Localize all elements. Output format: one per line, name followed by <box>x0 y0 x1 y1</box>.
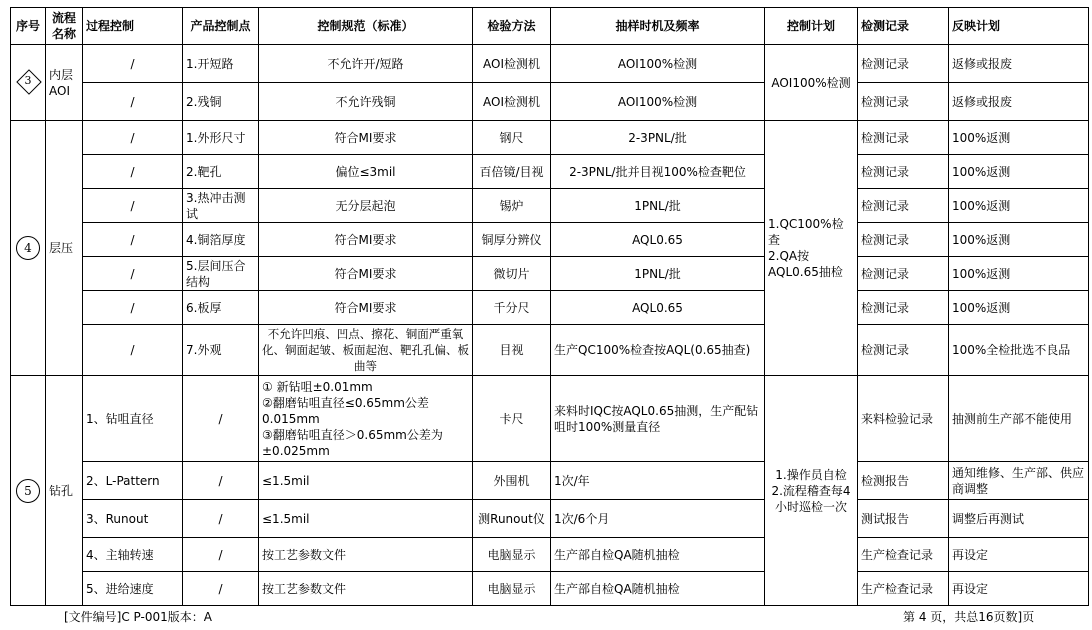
spec-line: ②翻磨钻咀直径≤0.65mm公差0.015mm <box>262 395 429 426</box>
method-cell: 钢尺 <box>473 121 551 155</box>
page-number: 第 4 页，共总16页数]页 <box>903 610 1035 624</box>
control-plan-cell: AOI100%检测 <box>765 45 858 121</box>
control-plan-cell: 1.操作员自检 2.流程稽查每4小时巡检一次 <box>765 376 858 606</box>
process-ctrl-cell: 2、L-Pattern <box>83 462 183 500</box>
circle-marker-icon: 4 <box>16 236 40 260</box>
product-ctrl-cell: / <box>183 462 259 500</box>
spec-cell: 按工艺参数文件 <box>259 538 473 572</box>
record-cell: 检测记录 <box>858 155 949 189</box>
sampling-cell: 1次/6个月 <box>551 500 765 538</box>
method-cell: 目视 <box>473 325 551 376</box>
reaction-cell: 100%返测 <box>949 291 1089 325</box>
record-cell: 检测记录 <box>858 121 949 155</box>
product-ctrl-cell: 4.铜箔厚度 <box>183 223 259 257</box>
table-row <box>11 257 1089 291</box>
record-cell: 来料检验记录 <box>858 376 949 462</box>
sampling-cell: AQL0.65 <box>551 291 765 325</box>
spec-cell: 符合MI要求 <box>259 257 473 291</box>
reaction-cell: 抽测前生产部不能使用 <box>949 376 1089 462</box>
reaction-cell: 调整后再测试 <box>949 500 1089 538</box>
table-row <box>11 45 1089 83</box>
header-spec: 控制规范（标准） <box>259 8 473 45</box>
table-row <box>11 462 1089 500</box>
table-row <box>11 223 1089 257</box>
stage-number-cell <box>11 121 46 376</box>
process-ctrl-cell: 5、进给速度 <box>83 572 183 606</box>
table-row <box>11 83 1089 121</box>
reaction-cell: 100%返测 <box>949 257 1089 291</box>
reaction-cell: 返修或报废 <box>949 83 1089 121</box>
stage-number-cell <box>11 45 46 121</box>
reaction-cell: 100%返测 <box>949 121 1089 155</box>
reaction-cell: 100%返测 <box>949 223 1089 257</box>
spec-cell: 偏位≤3mil <box>259 155 473 189</box>
record-cell: 测试报告 <box>858 500 949 538</box>
header-product-ctrl: 产品控制点 <box>183 8 259 45</box>
method-cell: 微切片 <box>473 257 551 291</box>
sampling-cell: 来料时IQC按AQL0.65抽测，生产配钻咀时100%测量直径 <box>551 376 765 462</box>
record-cell: 检测记录 <box>858 291 949 325</box>
process-ctrl-cell: / <box>83 189 183 223</box>
sampling-cell: 2-3PNL/批并目视100%检查靶位 <box>551 155 765 189</box>
product-ctrl-cell: 7.外观 <box>183 325 259 376</box>
spec-line: ③翻磨钻咀直径＞0.65mm公差为±0.025mm <box>262 427 443 458</box>
header-method: 检验方法 <box>473 8 551 45</box>
method-cell: AOI检测机 <box>473 45 551 83</box>
reaction-cell: 通知维修、生产部、供应商调整 <box>949 462 1089 500</box>
document-number: [文件编号]C P-001版本：A <box>64 610 212 624</box>
product-ctrl-cell: / <box>183 538 259 572</box>
sampling-cell: 1PNL/批 <box>551 189 765 223</box>
control-plan-table <box>10 7 1089 606</box>
record-cell: 检测记录 <box>858 189 949 223</box>
reaction-cell: 100%返测 <box>949 189 1089 223</box>
record-cell: 生产检查记录 <box>858 538 949 572</box>
product-ctrl-cell: 2.残铜 <box>183 83 259 121</box>
reaction-cell: 再设定 <box>949 538 1089 572</box>
product-ctrl-cell: 6.板厚 <box>183 291 259 325</box>
table-row <box>11 376 1089 462</box>
process-ctrl-cell: 3、Runout <box>83 500 183 538</box>
header-process-name: 流程名称 <box>46 8 83 45</box>
sampling-cell: 1次/年 <box>551 462 765 500</box>
sampling-cell: AOI100%检测 <box>551 83 765 121</box>
product-ctrl-cell: / <box>183 500 259 538</box>
control-plan-cell: 1.QC100%检查 2.QA按AQL0.65抽检 <box>765 121 858 376</box>
spec-cell: ≤1.5mil <box>259 500 473 538</box>
method-cell: 卡尺 <box>473 376 551 462</box>
stage-number-cell <box>11 376 46 606</box>
process-ctrl-cell: / <box>83 45 183 83</box>
reaction-cell: 100%全检批选不良品 <box>949 325 1089 376</box>
method-cell: 电脑显示 <box>473 572 551 606</box>
process-ctrl-cell: / <box>83 257 183 291</box>
record-cell: 生产检查记录 <box>858 572 949 606</box>
spec-cell: 不允许残铜 <box>259 83 473 121</box>
table-row <box>11 500 1089 538</box>
table-row <box>11 189 1089 223</box>
process-ctrl-cell: / <box>83 155 183 189</box>
product-ctrl-cell: 1.开短路 <box>183 45 259 83</box>
header-seq: 序号 <box>11 8 46 45</box>
spec-cell: 不允许凹痕、凹点、擦花、铜面严重氧化、铜面起皱、板面起泡、靶孔孔偏、板曲等 <box>259 325 473 376</box>
stage-name: 钻孔 <box>46 376 83 606</box>
spec-cell: 符合MI要求 <box>259 291 473 325</box>
spec-cell: 符合MI要求 <box>259 121 473 155</box>
spec-cell: 符合MI要求 <box>259 223 473 257</box>
table-row <box>11 121 1089 155</box>
process-ctrl-cell: / <box>83 83 183 121</box>
method-cell: 外围机 <box>473 462 551 500</box>
reaction-cell: 返修或报废 <box>949 45 1089 83</box>
header-sampling: 抽样时机及频率 <box>551 8 765 45</box>
method-cell: 铜厚分辨仪 <box>473 223 551 257</box>
method-cell: 千分尺 <box>473 291 551 325</box>
sampling-cell: 生产部自检QA随机抽检 <box>551 572 765 606</box>
reaction-cell: 100%返测 <box>949 155 1089 189</box>
sampling-cell: 2-3PNL/批 <box>551 121 765 155</box>
reaction-cell: 再设定 <box>949 572 1089 606</box>
product-ctrl-cell: 5.层间压合结构 <box>183 257 259 291</box>
sampling-cell: 1PNL/批 <box>551 257 765 291</box>
sampling-cell: 生产QC100%检查按AQL(0.65抽查) <box>551 325 765 376</box>
spec-line: ① 新钻咀±0.01mm <box>262 379 373 394</box>
product-ctrl-cell: / <box>183 572 259 606</box>
product-ctrl-cell: / <box>183 376 259 462</box>
spec-cell: 不允许开/短路 <box>259 45 473 83</box>
diamond-marker-icon: 3 <box>16 69 40 93</box>
process-ctrl-cell: / <box>83 325 183 376</box>
method-cell: 测Runout仪 <box>473 500 551 538</box>
process-ctrl-cell: / <box>83 291 183 325</box>
spec-cell: ≤1.5mil <box>259 462 473 500</box>
record-cell: 检测记录 <box>858 325 949 376</box>
record-cell: 检测记录 <box>858 45 949 83</box>
table-row <box>11 538 1089 572</box>
method-cell: 电脑显示 <box>473 538 551 572</box>
process-ctrl-cell: 1、钻咀直径 <box>83 376 183 462</box>
spec-cell <box>259 376 473 462</box>
header-process-ctrl: 过程控制 <box>83 8 183 45</box>
method-cell: 百倍镜/目视 <box>473 155 551 189</box>
header-record: 检测记录 <box>858 8 949 45</box>
method-cell: 锡炉 <box>473 189 551 223</box>
product-ctrl-cell: 3.热冲击测试 <box>183 189 259 223</box>
table-row <box>11 155 1089 189</box>
process-ctrl-cell: 4、主轴转速 <box>83 538 183 572</box>
process-ctrl-cell: / <box>83 121 183 155</box>
stage-name: 层压 <box>46 121 83 376</box>
sampling-cell: 生产部自检QA随机抽检 <box>551 538 765 572</box>
table-row <box>11 572 1089 606</box>
product-ctrl-cell: 1.外形尺寸 <box>183 121 259 155</box>
sampling-cell: AOI100%检测 <box>551 45 765 83</box>
record-cell: 检测记录 <box>858 257 949 291</box>
record-cell: 检测记录 <box>858 83 949 121</box>
spec-cell: 无分层起泡 <box>259 189 473 223</box>
header-reaction: 反映计划 <box>949 8 1089 45</box>
spec-cell: 按工艺参数文件 <box>259 572 473 606</box>
record-cell: 检测报告 <box>858 462 949 500</box>
header-row <box>11 8 1089 45</box>
table-row <box>11 291 1089 325</box>
header-plan: 控制计划 <box>765 8 858 45</box>
method-cell: AOI检测机 <box>473 83 551 121</box>
circle-marker-icon: 5 <box>16 479 40 503</box>
stage-name: 内层AOI <box>46 45 83 121</box>
record-cell: 检测记录 <box>858 223 949 257</box>
process-ctrl-cell: / <box>83 223 183 257</box>
product-ctrl-cell: 2.靶孔 <box>183 155 259 189</box>
table-row <box>11 325 1089 376</box>
sampling-cell: AQL0.65 <box>551 223 765 257</box>
